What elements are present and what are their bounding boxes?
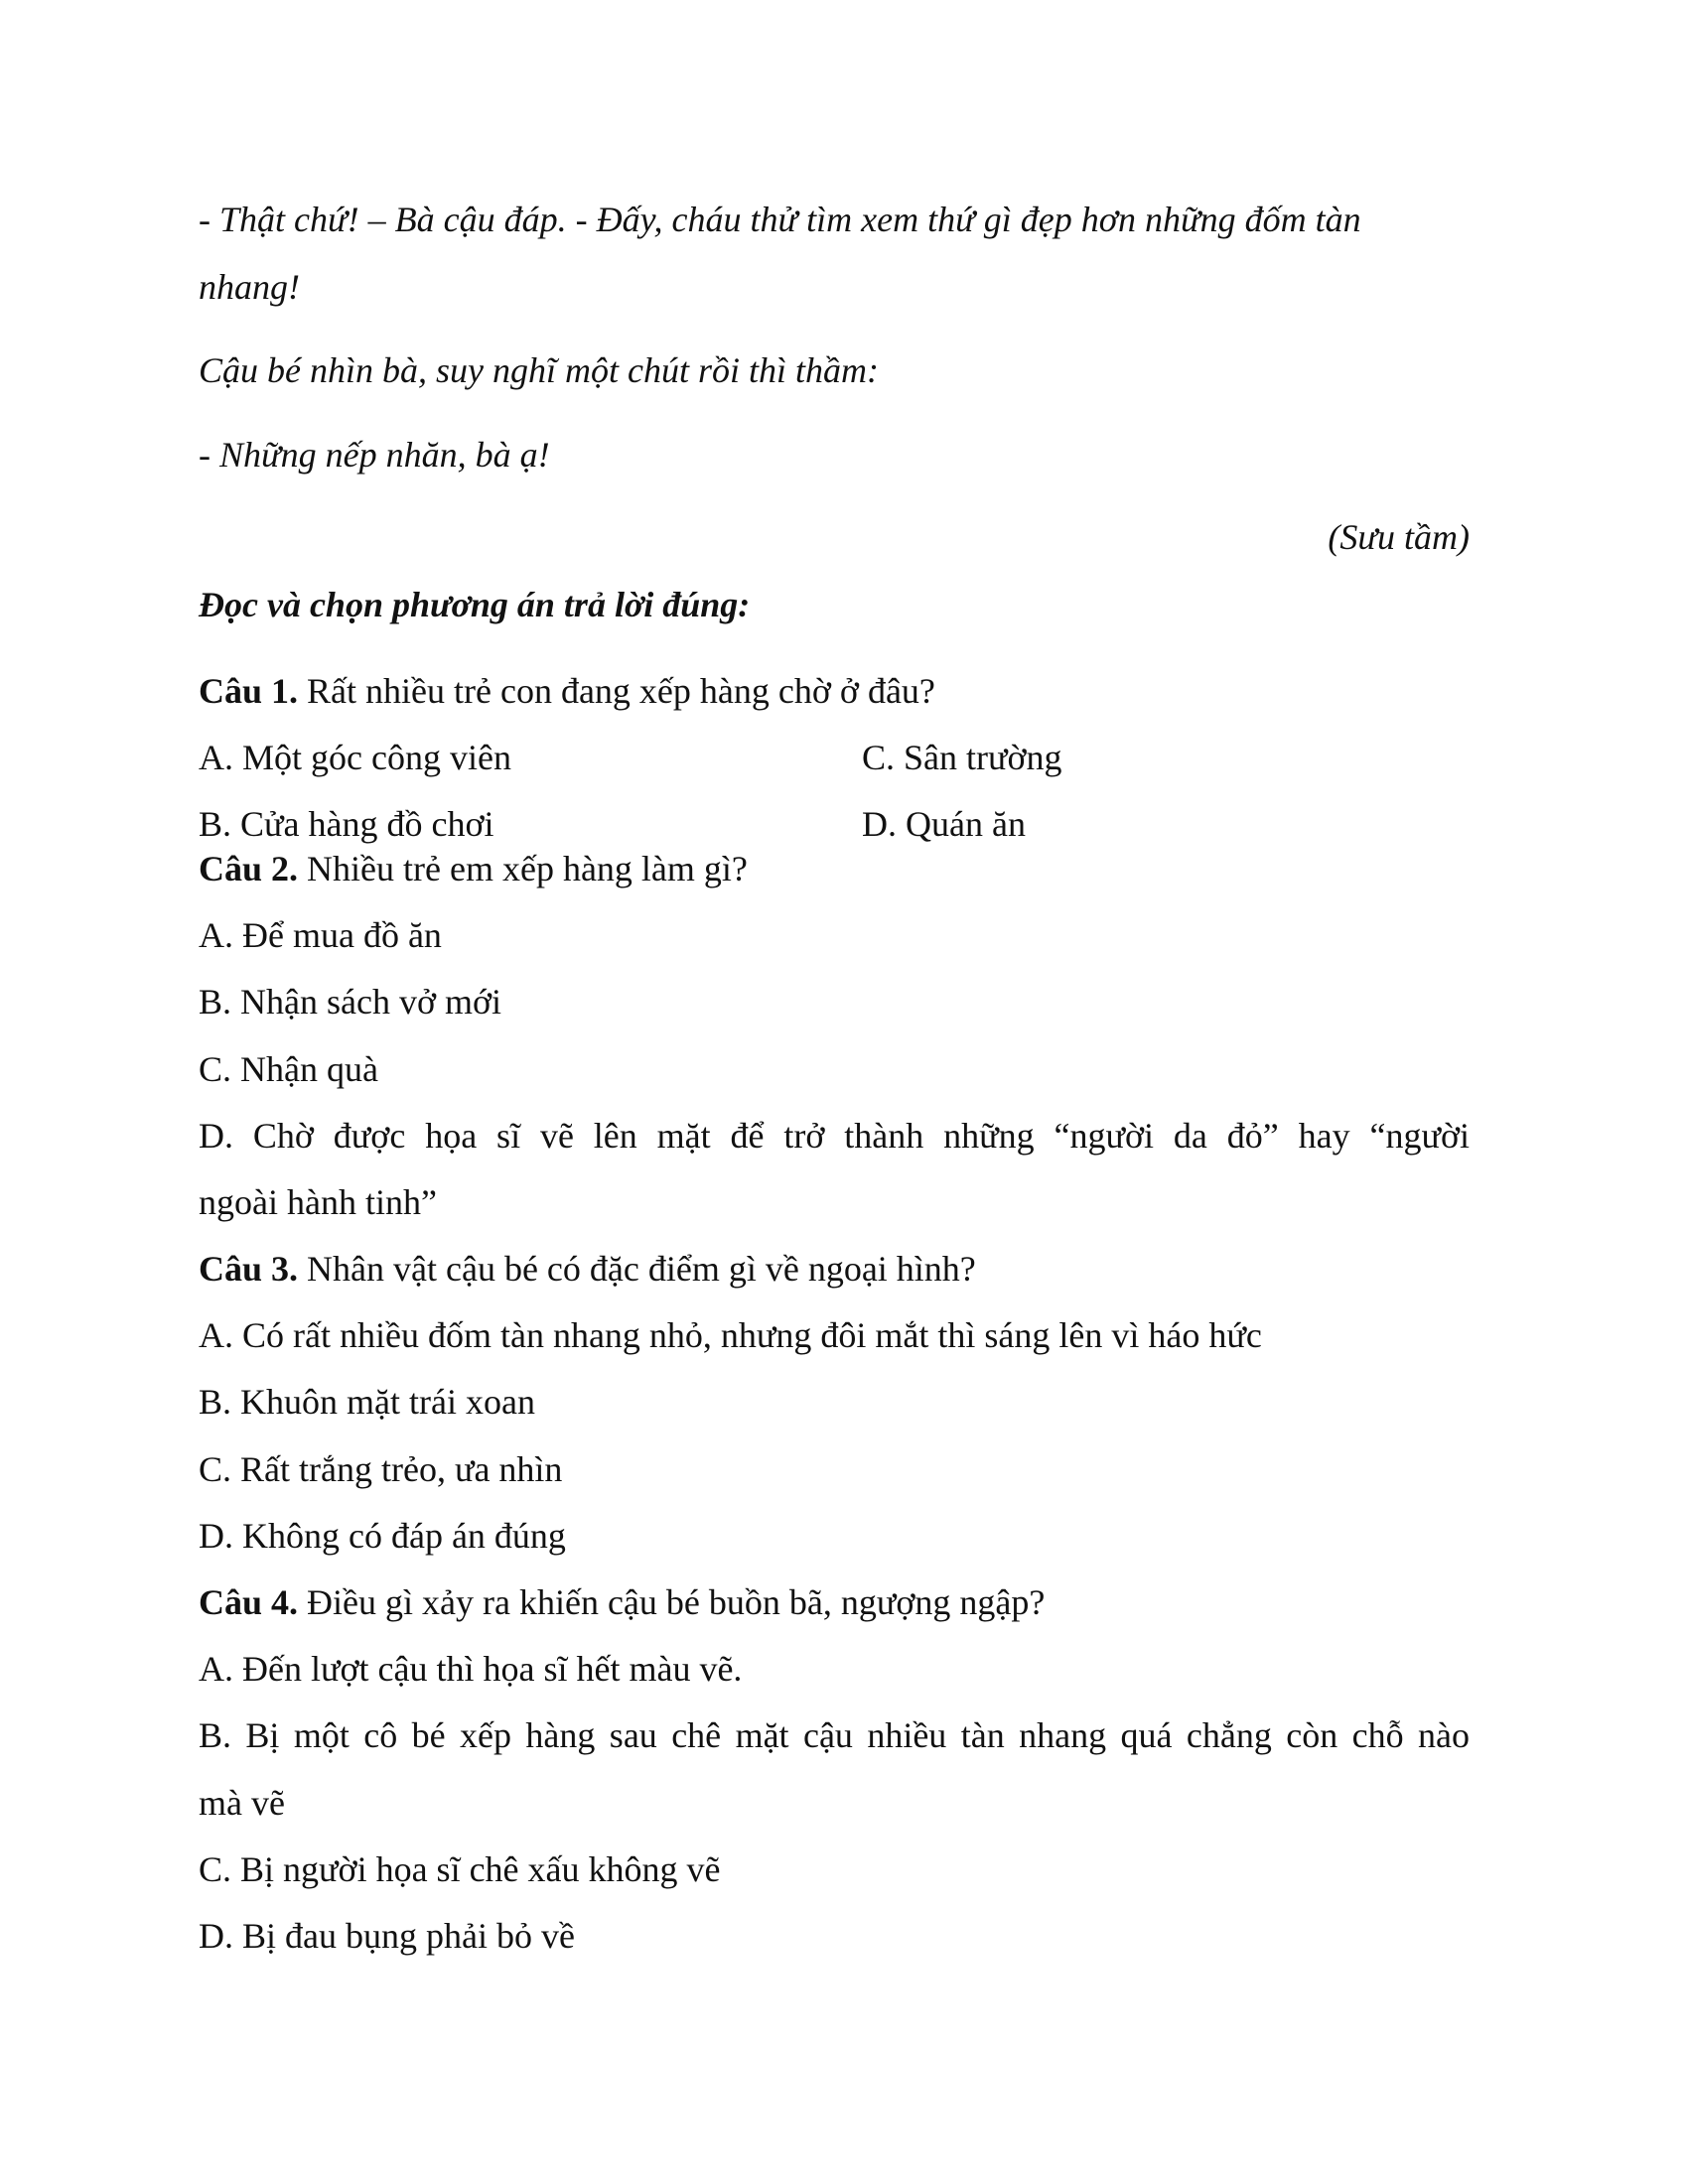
q3-option-a: A. Có rất nhiều đốm tàn nhang nhỏ, nhưng đôi mắt thì sáng lên vì háo hức	[199, 1315, 1262, 1355]
question-2-text: Nhiều trẻ em xếp hàng làm gì?	[298, 849, 748, 888]
q3-option-d: D. Không có đáp án đúng	[199, 1516, 566, 1556]
story-line-4: - Những nếp nhăn, bà ạ!	[199, 435, 550, 475]
q3-option-c: C. Rất trắng trẻo, ưa nhìn	[199, 1449, 563, 1489]
q2-option-d-cont: ngoài hành tinh”	[199, 1182, 437, 1222]
q4-option-d: D. Bị đau bụng phải bỏ về	[199, 1916, 575, 1956]
question-1-options-row-1	[199, 736, 1470, 779]
question-2	[199, 847, 1470, 890]
q4-option-a: A. Đến lượt cậu thì họa sĩ hết màu vẽ.	[199, 1649, 743, 1689]
question-4	[199, 1580, 1470, 1624]
question-3-label: Câu 3.	[199, 1249, 299, 1289]
question-1	[199, 669, 1470, 713]
story-source: (Sưu tầm)	[1328, 517, 1470, 557]
story-line-2: nhang!	[199, 267, 300, 307]
question-4-text: Điều gì xảy ra khiến cậu bé buồn bã, ngượng ngập?	[298, 1582, 1046, 1622]
question-1-text: Rất nhiều trẻ con đang xếp hàng chờ ở đâu?	[298, 671, 935, 711]
q1-option-c: C. Sân trường	[862, 738, 1062, 777]
question-4-label: Câu 4.	[199, 1582, 299, 1622]
q3-option-b: B. Khuôn mặt trái xoan	[199, 1382, 535, 1422]
question-1-options-row-2	[199, 802, 1470, 846]
q4-option-b: B. Bị một cô bé xếp hàng sau chê mặt cậu nhiều tàn nhang quá chẳng còn chỗ nào	[199, 1715, 1470, 1755]
question-1-label: Câu 1.	[199, 671, 299, 711]
q1-option-a: A. Một góc công viên	[199, 738, 511, 777]
q2-option-d: D. Chờ được họa sĩ vẽ lên mặt để trở thành những “người da đỏ” hay “người	[199, 1116, 1470, 1156]
q2-option-a: A. Để mua đồ ăn	[199, 915, 442, 955]
question-3	[199, 1247, 1470, 1291]
q4-option-c: C. Bị người họa sĩ chê xấu không vẽ	[199, 1849, 721, 1889]
instruction-heading: Đọc và chọn phương án trả lời đúng:	[199, 585, 751, 624]
story-line-1: - Thật chứ! – Bà cậu đáp. - Đấy, cháu thử tìm xem thứ gì đẹp hơn những đốm tàn	[199, 200, 1361, 239]
q4-option-b-cont: mà vẽ	[199, 1783, 285, 1823]
q1-option-d: D. Quán ăn	[862, 804, 1026, 844]
question-3-text: Nhân vật cậu bé có đặc điểm gì về ngoại hình?	[298, 1249, 976, 1289]
q2-option-b: B. Nhận sách vở mới	[199, 982, 502, 1022]
q1-option-b: B. Cửa hàng đồ chơi	[199, 804, 494, 844]
story-line-3: Cậu bé nhìn bà, suy nghĩ một chút rồi thì thầm:	[199, 350, 879, 390]
question-2-label: Câu 2.	[199, 849, 299, 888]
q2-option-c: C. Nhận quà	[199, 1049, 378, 1089]
